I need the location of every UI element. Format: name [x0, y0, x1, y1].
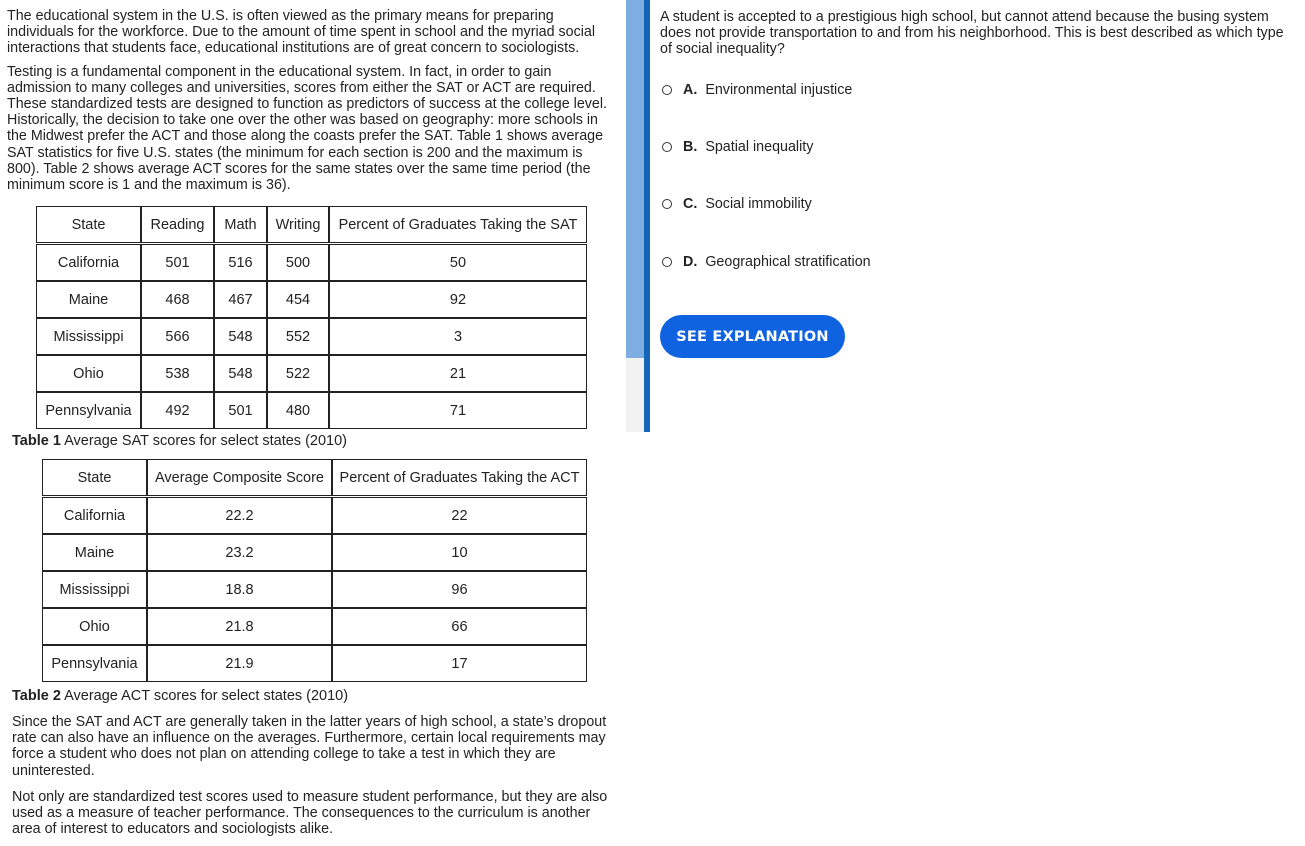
choice-d[interactable] [662, 254, 871, 270]
choice-label: Social immobility [705, 196, 812, 212]
table-header-row [36, 206, 587, 243]
table-row [42, 534, 587, 571]
radio-icon[interactable] [662, 257, 672, 267]
table-cell: Pennsylvania [42, 645, 147, 682]
table-row [36, 281, 587, 318]
table-row [42, 645, 587, 682]
table-row [42, 608, 587, 645]
table-cell: Mississippi [36, 318, 141, 355]
table-cell: Maine [36, 281, 141, 318]
table-cell: Maine [42, 534, 147, 571]
table-2-caption [12, 688, 348, 704]
table-2-caption-label: Table 2 [12, 688, 61, 704]
table-1-caption-label: Table 1 [12, 433, 61, 449]
table-row [36, 244, 587, 281]
table-2-caption-text: Average ACT scores for select states (2010) [60, 688, 349, 704]
table-cell: 50 [329, 244, 587, 281]
passage-scrollbar-thumb[interactable] [626, 0, 644, 358]
passage-paragraph-1: The educational system in the U.S. is often viewed as the primary means for preparing individuals for the workforce. Due to the amount of time spent in school and the myriad social interactions that students face, educational institutions are of great concern to sociologists. [7, 8, 596, 57]
table-header-cell: Reading [141, 206, 214, 243]
table-cell: 566 [141, 318, 214, 355]
table-cell: 21 [329, 355, 587, 392]
table-cell: 516 [214, 244, 267, 281]
table-cell: 522 [267, 355, 329, 392]
table-cell: 71 [329, 392, 587, 429]
passage [7, 8, 612, 193]
radio-icon[interactable] [662, 142, 672, 152]
table-cell: 21.9 [147, 645, 332, 682]
choice-b[interactable] [662, 139, 813, 155]
table-cell: 500 [267, 244, 329, 281]
table-header-row [42, 459, 587, 496]
table-1-caption-text: Average SAT scores for select states (2010) [60, 433, 348, 449]
table-row [42, 571, 587, 608]
choice-c[interactable] [662, 196, 812, 212]
table-cell: 18.8 [147, 571, 332, 608]
table-cell: 23.2 [147, 534, 332, 571]
choice-label: Geographical stratification [705, 254, 871, 270]
table-cell: Pennsylvania [36, 392, 141, 429]
table-cell: 492 [141, 392, 214, 429]
table-cell: Ohio [42, 608, 147, 645]
table-header-cell: Average Composite Score [147, 459, 332, 496]
table-cell: Ohio [36, 355, 141, 392]
table-cell: 480 [267, 392, 329, 429]
table-cell: 548 [214, 318, 267, 355]
choice-label: Spatial inequality [705, 139, 814, 155]
pane-divider[interactable] [644, 0, 650, 432]
table-row [42, 497, 587, 534]
choice-a[interactable] [662, 82, 852, 98]
sat-table [36, 206, 587, 429]
table-cell: 22.2 [147, 497, 332, 534]
table-row [36, 392, 587, 429]
table-cell: 467 [214, 281, 267, 318]
table-cell: Mississippi [42, 571, 147, 608]
table-cell: 17 [332, 645, 587, 682]
table-header-cell: State [42, 459, 147, 496]
choice-letter: C. [683, 196, 698, 212]
table-header-cell: Math [214, 206, 267, 243]
table-header-cell: State [36, 206, 141, 243]
table-cell: 468 [141, 281, 214, 318]
table-cell: 552 [267, 318, 329, 355]
table-cell: 501 [141, 244, 214, 281]
passage-paragraph-3: Since the SAT and ACT are generally taken in the latter years of high school, a state’s dropout rate can also have an influence on the averages. Furthermore, certain local requirements may force a student who does not plan on attending college to take a test in which they are uninterested. [12, 714, 607, 779]
table-row [36, 318, 587, 355]
table-1-caption [12, 433, 347, 449]
question-text: A student is accepted to a prestigious high school, but cannot attend because the busing system does not provide transportation to and from his neighborhood. This is best described as which type of social inequality? [660, 9, 1284, 58]
act-table [42, 459, 587, 682]
choice-letter: B. [683, 139, 698, 155]
choice-letter: A. [683, 82, 698, 98]
table-cell: 10 [332, 534, 587, 571]
radio-icon[interactable] [662, 199, 672, 209]
passage-paragraph-2: Testing is a fundamental component in the educational system. In fact, in order to gain admission to many colleges and universities, scores from either the SAT or ACT are required. These standardized tests are designed to function as predictors of success at the college level. Historically, the decision to take one over the other was based on geography: more schools in the Midwest prefer the ACT and those along the coasts prefer the SAT. Table 1 shows average SAT statistics for five U.S. states (the minimum for each section is 200 and the maximum is 800). Table 2 shows average ACT scores for the same states over the same time period (the minimum score is 1 and the maximum is 36). [7, 63, 608, 194]
table-row [36, 355, 587, 392]
table-cell: 66 [332, 608, 587, 645]
table-header-cell: Writing [267, 206, 329, 243]
choice-label: Environmental injustice [705, 82, 853, 98]
table-cell: 3 [329, 318, 587, 355]
table-cell: 22 [332, 497, 587, 534]
table-cell: 21.8 [147, 608, 332, 645]
choice-letter: D. [683, 254, 698, 270]
table-header-cell: Percent of Graduates Taking the ACT [332, 459, 587, 496]
see-explanation-button[interactable]: SEE EXPLANATION [660, 315, 845, 358]
table-cell: 548 [214, 355, 267, 392]
table-cell: California [36, 244, 141, 281]
table-cell: California [42, 497, 147, 534]
table-header-cell: Percent of Graduates Taking the SAT [329, 206, 587, 243]
table-cell: 96 [332, 571, 587, 608]
table-cell: 538 [141, 355, 214, 392]
passage-paragraph-4: Not only are standardized test scores used to measure student performance, but they are also used as a measure of teacher performance. The consequences to the curriculum is another area of interest to educators and sociologists alike. [12, 789, 608, 838]
table-cell: 92 [329, 281, 587, 318]
table-cell: 454 [267, 281, 329, 318]
table-cell: 501 [214, 392, 267, 429]
radio-icon[interactable] [662, 85, 672, 95]
